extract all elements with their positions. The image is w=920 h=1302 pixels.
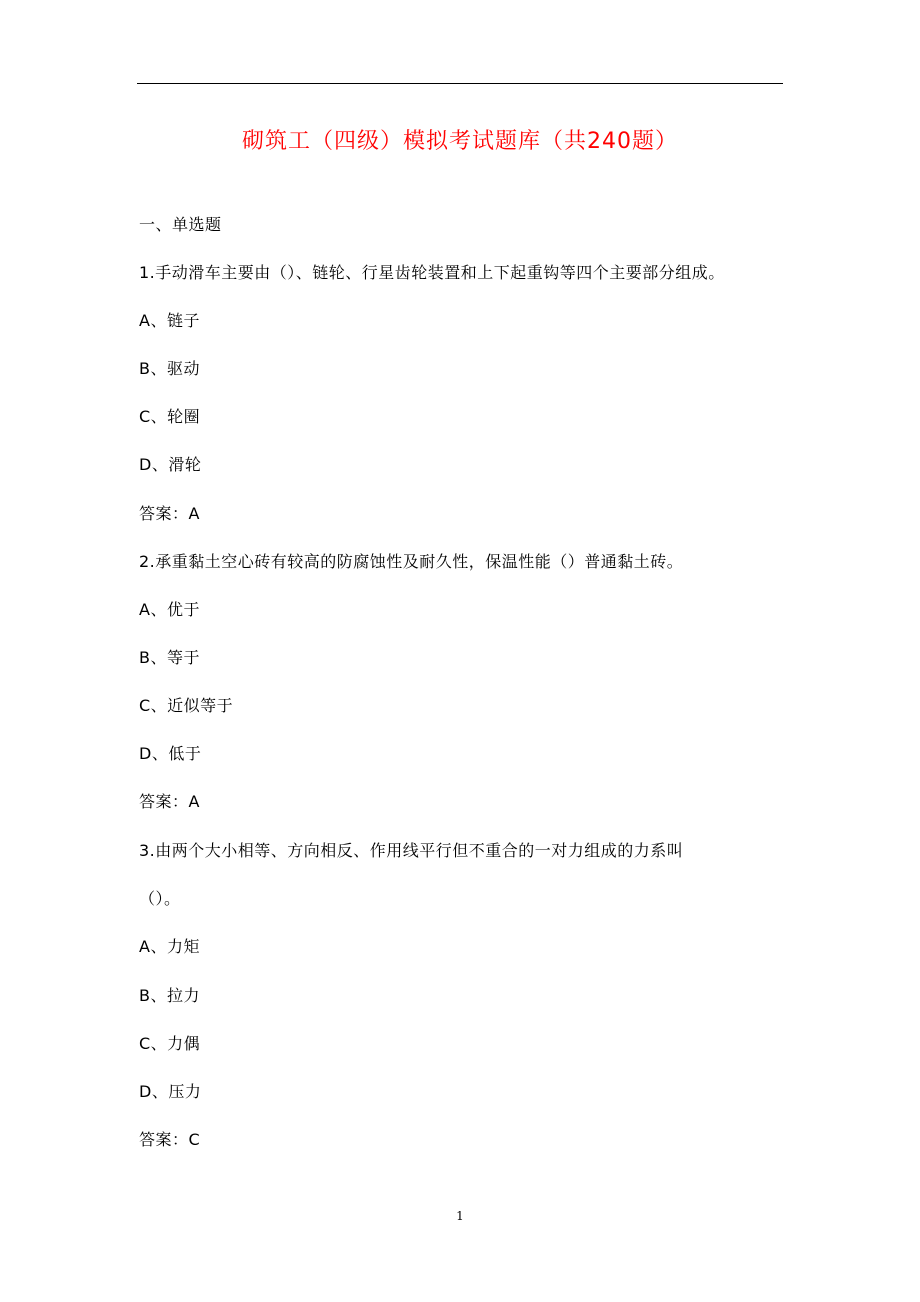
section-heading: 一、单选题: [139, 215, 222, 234]
option-a: A、链子: [139, 311, 200, 330]
answer: 答案：A: [139, 792, 200, 811]
question-stem: 1.手动滑车主要由（）、链轮、行星齿轮装置和上下起重钩等四个主要部分组成。: [139, 263, 725, 282]
option-b: B、拉力: [139, 986, 200, 1005]
answer: 答案：C: [139, 1130, 201, 1149]
question-stem: 3.由两个大小相等、方向相反、作用线平行但不重合的一对力组成的力系叫: [139, 841, 684, 860]
document-title: 砌筑工（四级）模拟考试题库（共240题）: [242, 129, 678, 154]
answer: 答案：A: [139, 504, 200, 523]
option-a: A、力矩: [139, 937, 200, 956]
option-d: D、压力: [139, 1082, 202, 1101]
question-stem: 2.承重黏土空心砖有较高的防腐蚀性及耐久性，保温性能（）普通黏土砖。: [139, 552, 684, 571]
option-c: C、近似等于: [139, 696, 234, 715]
option-c: C、轮圈: [139, 407, 201, 426]
option-b: B、等于: [139, 648, 200, 667]
option-c: C、力偶: [139, 1034, 201, 1053]
option-b: B、驱动: [139, 359, 200, 378]
option-a: A、优于: [139, 600, 200, 619]
option-d: D、低于: [139, 744, 202, 763]
page-number: 1: [456, 1209, 464, 1223]
option-d: D、滑轮: [139, 455, 202, 474]
question-stem-continued: （）。: [139, 889, 181, 908]
header-rule: [137, 83, 783, 84]
